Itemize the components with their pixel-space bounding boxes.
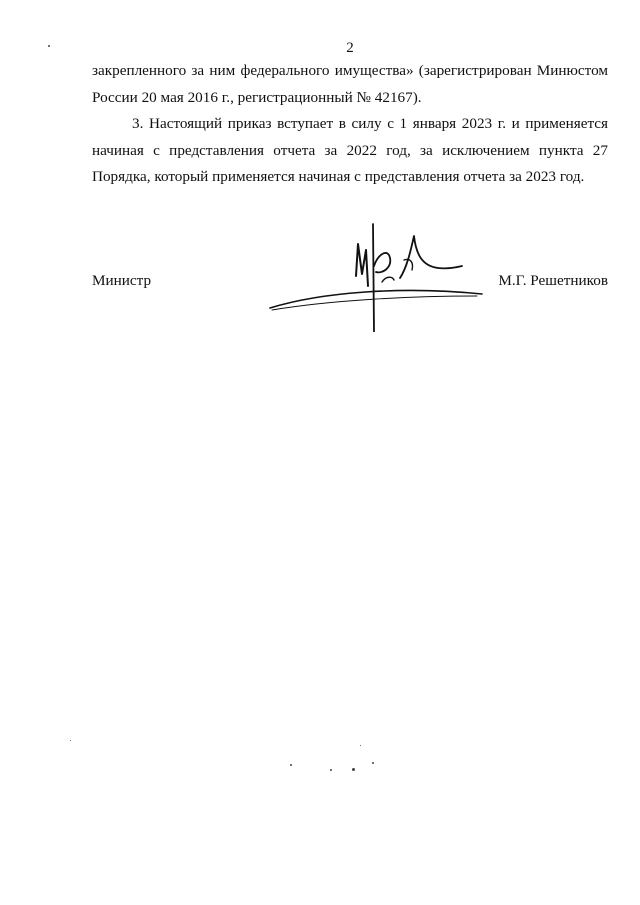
signatory-title: Министр: [92, 272, 152, 289]
scan-speck: [330, 769, 332, 771]
scan-speck: [360, 745, 361, 746]
handwritten-signature: [262, 214, 492, 332]
paragraph-continuation: закрепленного за ним федерального имущества» (зарегистрирован Минюстом России 20 мая 2016 г., регистрационный № 42167).: [92, 62, 608, 106]
signatory-name: М.Г. Решетников: [498, 272, 608, 289]
scan-speck: [352, 768, 355, 771]
paragraph-effective-date: 3. Настоящий приказ вступает в силу с 1 января 2023 г. и применяется начиная с представления отчета за 2022 год, за исключением пункта 27 Порядка, который применяется начиная с представления отчета за 2023 год.: [92, 115, 608, 185]
scan-speck: [48, 45, 50, 47]
scan-speck: [70, 740, 71, 741]
scan-speck: [372, 762, 374, 764]
page-number: 2: [346, 40, 354, 56]
scan-speck: [290, 764, 292, 766]
